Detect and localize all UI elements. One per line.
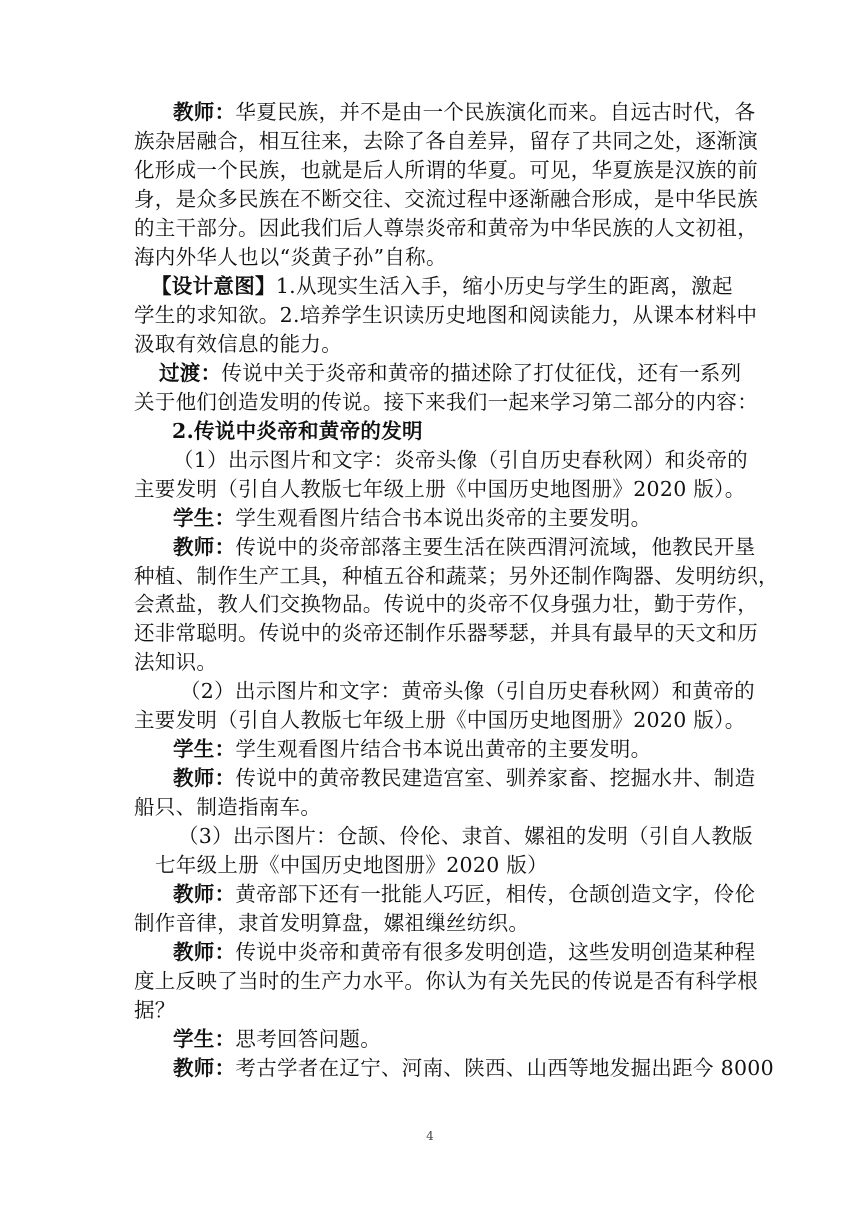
paragraph-text: 学生的求知欲。2.培养学生识读历史地图和阅读能力，从课本材料中 <box>134 303 758 327</box>
paragraph-text: 汲取有效信息的能力。 <box>134 332 342 356</box>
paragraph-text: 法知识。 <box>134 650 218 674</box>
paragraph-line <box>159 361 741 385</box>
paragraph-line <box>134 245 447 269</box>
paragraph-text: 种植、制作生产工具，种植五谷和蔬菜；另外还制作陶器、发明纺织， <box>134 564 779 588</box>
paragraph-line <box>134 187 758 211</box>
paragraph-text: 考古学者在辽宁、河南、陕西、山西等地发掘出距今 8000 <box>235 1056 774 1080</box>
paragraph-line <box>178 824 753 848</box>
paragraph-line <box>134 158 758 182</box>
paragraph-line <box>173 506 651 530</box>
speaker-label: 教师： <box>173 940 236 964</box>
speaker-label: 教师： <box>173 882 236 906</box>
paragraph-text: 黄帝部下还有一批能人巧匠，相传，仓颉创造文字，伶伦 <box>235 882 756 906</box>
paragraph-line <box>173 100 755 124</box>
section-heading: 2.传说中炎帝和黄帝的发明 <box>172 419 423 443</box>
paragraph-text: 学生观看图片结合书本说出黄帝的主要发明。 <box>235 737 652 761</box>
paragraph-line <box>134 969 758 993</box>
paragraph-text: 思考回答问题。 <box>235 1027 382 1051</box>
paragraph-text: （3）出示图片：仓颉、伶伦、隶首、嫘祖的发明（引自人教版 <box>178 824 753 848</box>
paragraph-line <box>134 332 342 356</box>
paragraph-line <box>155 853 548 877</box>
paragraph-line <box>134 795 321 819</box>
paragraph-text: 学生观看图片结合书本说出炎帝的主要发明。 <box>235 506 652 530</box>
speaker-label: 学生： <box>173 506 236 530</box>
design-intent-label: 【设计意图】 <box>151 274 276 298</box>
paragraph-text: 化形成一个民族，也就是后人所谓的华夏。可见，华夏族是汉族的前 <box>134 158 758 182</box>
paragraph-text: 海内外华人也以“炎黄子孙”自称。 <box>134 245 447 269</box>
paragraph-text: 身，是众多民族在不断交往、交流过程中逐渐融合形成，是中华民族 <box>134 187 758 211</box>
paragraph-text: 传说中炎帝和黄帝有很多发明创造，这些发明创造某种程 <box>235 940 756 964</box>
paragraph-line <box>134 129 758 153</box>
paragraph-line <box>134 592 758 616</box>
paragraph-text: 的主干部分。因此我们后人尊崇炎帝和黄帝为中华民族的人文初祖， <box>134 216 758 240</box>
paragraph-line <box>151 274 733 298</box>
paragraph-line <box>180 679 755 703</box>
speaker-label: 学生： <box>173 1027 236 1051</box>
paragraph-line <box>134 303 757 327</box>
paragraph-text: 制作音律，隶首发明算盘，嫘祖缫丝纺织。 <box>134 911 530 935</box>
paragraph-text: 1.从现实生活入手，缩小历史与学生的距离，激起 <box>275 274 733 298</box>
paragraph-line <box>134 564 779 588</box>
paragraph-line <box>173 1056 774 1080</box>
paragraph-line <box>173 448 748 472</box>
paragraph-line <box>173 535 755 559</box>
speaker-label: 教师： <box>173 766 236 790</box>
paragraph-text: 华夏民族，并不是由一个民族演化而来。自远古时代，各 <box>235 100 756 124</box>
speaker-label: 教师： <box>173 535 236 559</box>
paragraph-text: 传说中的黄帝教民建造宫室、驯养家畜、挖掘水井、制造 <box>235 766 756 790</box>
page-number: 4 <box>426 1129 434 1143</box>
paragraph-line <box>134 911 529 935</box>
paragraph-line <box>134 390 758 414</box>
speaker-label: 教师： <box>173 1056 236 1080</box>
paragraph-line <box>173 766 755 790</box>
speaker-label: 过渡： <box>159 361 222 385</box>
paragraph-text: 传说中关于炎帝和黄帝的描述除了打仗征伐，还有一系列 <box>221 361 742 385</box>
speaker-label: 教师： <box>173 100 236 124</box>
paragraph-text: （2）出示图片和文字：黄帝头像（引自历史春秋网）和黄帝的 <box>180 679 755 703</box>
paragraph-line <box>134 621 758 645</box>
paragraph-line <box>173 737 651 761</box>
paragraph-text: 传说中的炎帝部落主要生活在陕西渭河流域，他教民开垦 <box>235 535 756 559</box>
speaker-label: 学生： <box>173 737 236 761</box>
paragraph-text: 还非常聪明。传说中的炎帝还制作乐器琴瑟，并具有最早的天文和历 <box>134 621 758 645</box>
paragraph-line <box>134 708 746 732</box>
paragraph-text: 主要发明（引自人教版七年级上册《中国历史地图册》2020 版）。 <box>134 708 746 732</box>
paragraph-text: 船只、制造指南车。 <box>134 795 322 819</box>
paragraph-text: （1）出示图片和文字：炎帝头像（引自历史春秋网）和炎帝的 <box>173 448 748 472</box>
paragraph-line <box>173 940 755 964</box>
paragraph-line <box>134 477 746 501</box>
paragraph-line <box>134 216 758 240</box>
paragraph-line <box>134 998 176 1022</box>
paragraph-line <box>173 1027 381 1051</box>
paragraph-text: 会煮盐，教人们交换物品。传说中的炎帝不仅身强力壮，勤于劳作， <box>134 592 758 616</box>
paragraph-line <box>134 650 217 674</box>
paragraph-text: 据？ <box>134 998 176 1022</box>
paragraph-text: 族杂居融合，相互往来，去除了各自差异，留存了共同之处，逐渐演 <box>134 129 758 153</box>
paragraph-text: 主要发明（引自人教版七年级上册《中国历史地图册》2020 版）。 <box>134 477 746 501</box>
paragraph-text: 度上反映了当时的生产力水平。你认为有关先民的传说是否有科学根 <box>134 969 758 993</box>
paragraph-text: 七年级上册《中国历史地图册》2020 版） <box>155 853 548 877</box>
paragraph-text: 关于他们创造发明的传说。接下来我们一起来学习第二部分的内容： <box>134 390 758 414</box>
paragraph-line <box>173 882 755 906</box>
